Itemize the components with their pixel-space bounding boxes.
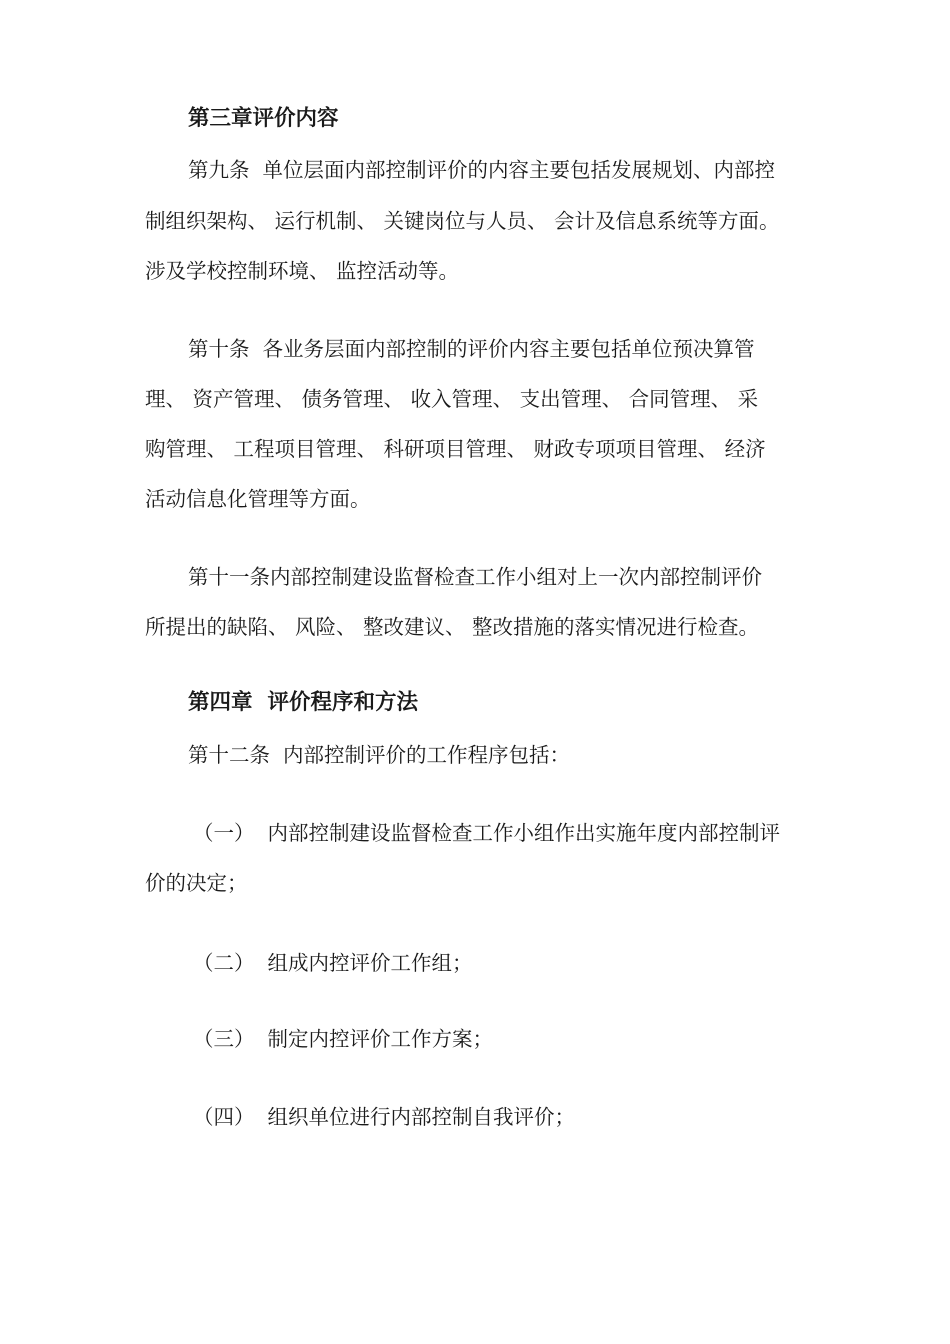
- list-item-3: （三） 制定内控评价工作方案；: [193, 1027, 494, 1051]
- list-item-4: （四） 组织单位进行内部控制自我评价；: [193, 1105, 576, 1129]
- article12-line1: 第十二条 内部控制评价的工作程序包括：: [188, 743, 571, 767]
- article10-line1: 第十条 各业务层面内部控制的评价内容主要包括单位预决算管: [188, 337, 755, 361]
- document-body: [145, 0, 810, 1344]
- article10-line3: 购管理、 工程项目管理、 科研项目管理、 财政专项项目管理、 经济: [145, 437, 766, 461]
- list-item-2: （二） 组成内控评价工作组；: [193, 951, 473, 975]
- chapter4-title: 第四章 评价程序和方法: [188, 690, 418, 715]
- chapter3-title: 第三章评价内容: [188, 106, 339, 131]
- list-item-1-line2: 价的决定；: [145, 871, 248, 895]
- article9-line2: 制组织架构、 运行机制、 关键岗位与人员、 会计及信息系统等方面。: [145, 209, 780, 233]
- article10-line2: 理、 资产管理、 债务管理、 收入管理、 支出管理、 合同管理、 采: [145, 387, 759, 411]
- article11-line1: 第十一条内部控制建设监督检查工作小组对上一次内部控制评价: [188, 565, 762, 589]
- article9-line1: 第九条 单位层面内部控制评价的内容主要包括发展规划、内部控: [188, 158, 776, 182]
- article9-line3: 涉及学校控制环境、 监控活动等。: [145, 259, 460, 283]
- list-item-1-line1: （一） 内部控制建设监督检查工作小组作出实施年度内部控制评: [193, 821, 781, 845]
- article11-line2: 所提出的缺陷、 风险、 整改建议、 整改措施的落实情况进行检查。: [145, 615, 760, 639]
- article10-line4: 活动信息化管理等方面。: [145, 487, 371, 511]
